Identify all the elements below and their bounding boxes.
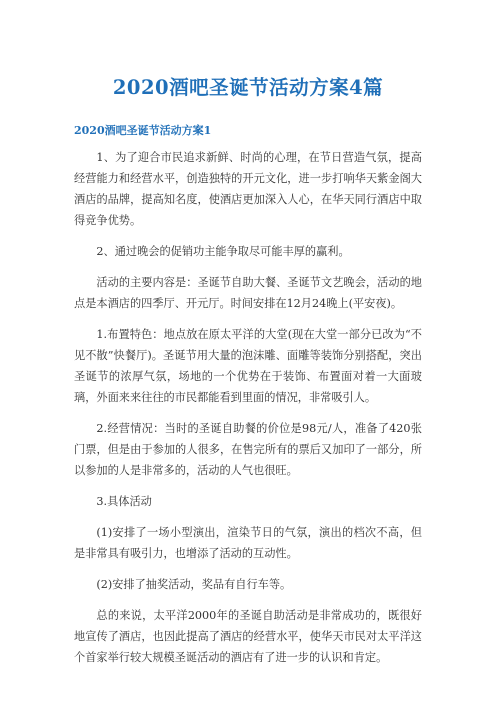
document-body: [74, 147, 422, 678]
paragraph-purpose-2: 2、通过晚会的促销功主能争取尽可能丰厚的赢利。: [96, 245, 350, 258]
paragraph-main-content: 活动的主要内容是：圣诞节自助大餐、圣诞节文艺晚会，活动的地点是本酒店的四季厅、开元厅。时间安排在12月24晚上(平安夜)。: [74, 276, 422, 310]
paragraph-decoration: 1.布置特色：地点放在原太平洋的大堂(现在大堂一部分已改为“不见不散”快餐厅)。圣诞节用大量的泡沫雕、面雕等装饰分别搭配，突出圣诞节的浓厚气氛，场地的一个优势在于装饰、布置面对着一大面玻璃，外面来来往往的市民都能看到里面的情况，非常吸引人。: [74, 328, 422, 404]
paragraph-activity-2: (2)安排了抽奖活动，奖品有自行车等。: [96, 578, 292, 591]
paragraph-activity-1: (1)安排了一场小型演出，渲染节日的气氛，演出的档次不高，但是非常具有吸引力，也增添了活动的互动性。: [74, 526, 422, 560]
paragraph-purpose-1: 1、为了迎合市民追求新鲜、时尚的心理，在节日营造气氛，提高经营能力和经营水平，创造独特的开元文化，进一步打响华天紫金阁大酒店的品牌，提高知名度，使酒店更加深入人心，在华天同行酒店中取得竞争优势。: [74, 151, 422, 227]
document-title: 2020酒吧圣诞节活动方案4篇: [112, 76, 384, 99]
paragraph-operations: 2.经营情况：当时的圣诞自助餐的价位是98元/人，准备了420张门票，但是由于参加的人很多，在售完所有的票后又加印了一部分，所以参加的人是非常多的，活动的人气也很旺。: [74, 422, 422, 477]
section-heading: 2020酒吧圣诞节活动方案1: [74, 124, 212, 137]
paragraph-summary: 总的来说，太平洋2000年的圣诞自助活动是非常成功的，既很好地宣传了酒店，也因此提高了酒店的经营水平，使华天市民对太平洋这个首家举行较大规模圣诞活动的酒店有了进一步的认识和肯定。: [74, 609, 422, 664]
paragraph-activities-heading: 3.具体活动: [96, 495, 152, 508]
